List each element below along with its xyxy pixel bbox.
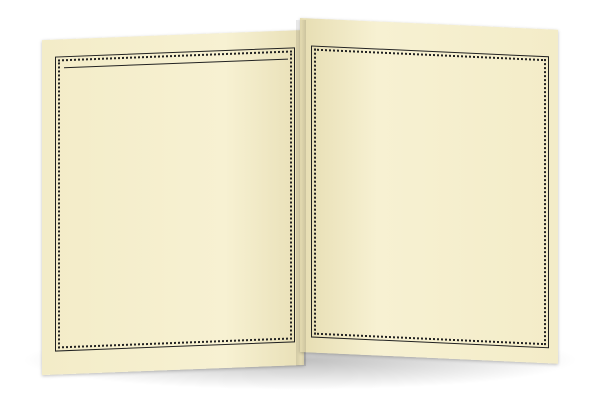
right-page-ornamental-border [314,49,546,346]
left-page-ornamental-border [58,50,292,348]
right-page [300,18,558,364]
book-gutter [296,20,306,366]
continuation-lines [360,23,538,31]
left-page [42,30,304,375]
